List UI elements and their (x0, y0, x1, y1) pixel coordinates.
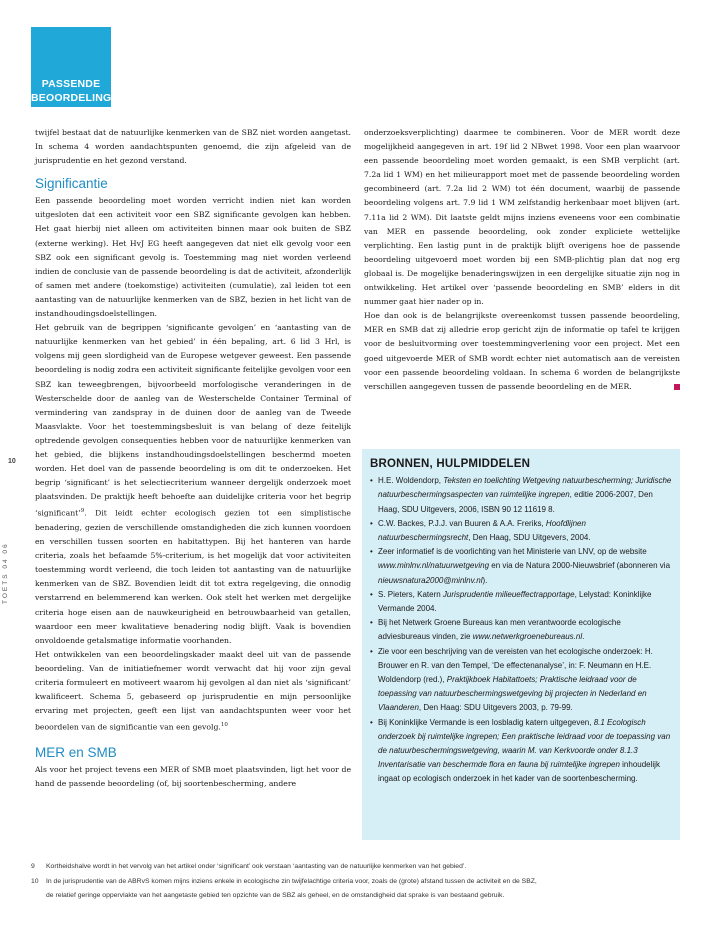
journal-side-label: TOETS 04 06 (2, 542, 9, 604)
source-title: Teksten en toelichting Wetgeving natuurbescherming; Juridische natuurbeschermingsaspecten van ruimtelijke ingrepen (378, 476, 672, 500)
source-item (370, 616, 672, 644)
left-column (35, 126, 351, 791)
footnote-ref-10[interactable]: 10 (220, 722, 228, 729)
source-title: Hoofdlijnen natuurbeschermingsrecht (378, 518, 586, 543)
source-item (370, 474, 672, 517)
paragraph-mer-1: Als voor het project tevens een MER of SMB moet plaatsvinden, ligt het voor de hand de passende beoordeling (of, bij soortenbescherming, andere (35, 764, 351, 789)
source-text: Bij het Netwerk Groene Bureaus kan men verantwoorde ecologische adviesbureaus vinden, zie (378, 618, 621, 642)
source-text: ). (482, 575, 488, 585)
source-text: , Lelystad: Koninklijke Vermande 2004. (378, 589, 652, 614)
paragraph-text-rest: . Dit leidt echter ecologisch gezien tot een simplistische benadering, gezien de verschillende omstandigheden die zich kunnen voordoen en verschillen tussen soorten en habitattypen. Bij het hanteren van harde criteria, zoals het befaamde 5%-criterium, is het mogelijk dat voor activiteiten toestemming wordt verleend, die toch leiden tot aantasting van de natuurlijke kenmerken van de SBZ. Bovendien leidt dit tot extra regelgeving, die onnodig verstarrend en belemmerend kan werken. Ook stelt het werken met dergelijke criteria hoge eisen aan de nauwkeurigheid en betrouwbaarheid van getallen, waardoor een meer kwalitatieve benadering nodig blijft. Vaak is bovendien onvoldoende getalsmatige informatie voorhanden. (35, 508, 351, 645)
source-text: S. Pieters, Katern (378, 589, 443, 599)
source-text: , Den Haag, SDU Uitgevers, 2004. (468, 533, 591, 543)
source-text: , Den Haag: SDU Uitgevers 2003, p. 79-99. (418, 703, 573, 713)
paragraph-significantie-2 (35, 321, 351, 648)
section-tab-line-1: PASSENDE (41, 78, 101, 90)
footnote-10 (31, 875, 681, 890)
source-text: Zeer informatief is de voorlichting van het Ministerie van LNV, op de website (378, 547, 647, 557)
sources-box (362, 449, 680, 840)
source-text: Zie voor een beschrijving van de vereisten van het ecologische onderzoek: H. Brouwer en R. van den Tempel, ‘De effectenanalyse’, in: F. Neumann en H.E. Woldendorp (red.), (378, 646, 653, 685)
footnote-9 (31, 860, 681, 875)
right-column (364, 126, 680, 394)
heading-significantie: Significantie (35, 176, 108, 192)
source-link[interactable]: www.netwerkgroenebureaus.nl (472, 632, 583, 642)
sources-box-title: BRONNEN, HULPMIDDELEN (370, 458, 531, 470)
paragraph-text: Het gebruik van de begrippen ‘significante gevolgen’ en ‘aantasting van de natuurlijke kenmerken van het gebied’ in één bepaling, art. 6 lid 3 Hrl, is volgens mij geen slordigheid van de Europese wetgever geweest. Een passende beoordeling is nodig zodra een activiteit significante feitelijke gevolgen voor een SBZ kan teweegbrengen, bijvoorbeeld morfologische veranderingen in de Westerschelde door de aanleg van de Westerschelde Container Terminal of vermindering van zandspray in de duinen door de aanleg van de Tweede Maasvlakte. Voor het toestemmingsbesluit is van belang of deze feitelijk optredende gevolgen consequenties hebben voor de natuurlijke kenmerken van het gebied, die blijkens instandhoudingsdoelstellingen beschermd moeten worden. Het doel van de passende beoordeling is om dit te onderzoeken. Het begrip ‘significant’ is het selectiecriterium wanneer dergelijk onderzoek moet plaatsvinden. De praktijk heeft behoefte aan duidelijke criteria voor het begrip ‘significant’ (35, 323, 351, 518)
source-email-link[interactable]: nieuwsnatura2000@minlnv.nl (378, 575, 483, 585)
paragraph-significantie-3 (35, 648, 351, 735)
source-text: en via de Natura 2000-Nieuwsbrief (abonneren via (489, 561, 671, 571)
source-item (370, 545, 672, 588)
footnotes (31, 860, 681, 904)
end-of-article-mark (674, 384, 680, 390)
page-number: 10 (8, 458, 16, 465)
source-text: Bij Koninklijke Vermande is een losbladig katern uitgegeven, (378, 717, 594, 727)
sources-list (370, 474, 672, 786)
paragraph-text: Hoe dan ook is de belangrijkste overeenkomst tussen passende beoordeling, MER en SMB dat zij alledrie erop gericht zijn de informatie op tafel te krijgen voor de besluitvorming over toestemmingverlening voor een project. Met een goed uitgevoerde MER of SMB wordt echter niet automatisch aan de vereisten voor een passende beoordeling voldaan. In schema 6 worden de belangrijkste verschillen aangegeven tussen de passende beoordeling en de MER. (364, 311, 680, 391)
section-tab (31, 27, 111, 107)
source-text: inhoudelijk ingaat op ecologisch onderzoek in het kader van de soortenbescherming. (378, 760, 660, 784)
source-text: C.W. Backes, P.J.J. van Buuren & A.A. Freriks, (378, 518, 546, 528)
footnote-text: Kortheidshalve wordt in het vervolg van het artikel onder ‘significant’ ook verstaan ‘aantasting van de natuurlijke kenmerken van het gebied’. (46, 863, 467, 870)
footnote-ref-9[interactable]: 9 (80, 508, 85, 515)
footnote-10-continuation: de relatief geringe oppervlakte van het aangetaste gebied ten opzichte van de SBZ als geheel, en de omstandigheid dat sprake is van bestaand gebruik. (46, 892, 505, 899)
source-text: H.E. Woldendorp, (378, 476, 444, 486)
source-item (370, 716, 672, 787)
paragraph-mer-2: onderzoeksverplichting) daarmee te combineren. Voor de MER wordt deze mogelijkheid aangegeven in art. 19f lid 2 NBwet 1998. Voor een plan waarvoor een passende beoordeling moet worden gemaakt, is een SMB verplicht (art. 7.2a lid 1 WM) en het milieurapport moet met de passende beoordeling worden gecombineerd (art. 7.2a lid 2 WM) tot één document, waarbij de passende beoordeling volgens art. 7.9 lid 1 WM zelfstandig herkenbaar moet blijven (art. 7.11a lid 2 WM). Dit laatste geldt mijns inziens eveneens voor een combinatie van MER en passende beoordeling, ook zonder expliciete wettelijke verplichting. Een lastig punt in de praktijk blijft overigens hoe de passende beoordeling uitgevoerd moet worden bij een SMB-plichtig plan dat nog erg globaal is. De mogelijke benaderingswijzen in een dergelijke situatie zijn nog in ontwikkeling. Het artikel over ‘passende beoordeling en SMB’ elders in dit nummer gaat hier nader op in. (364, 128, 680, 307)
section-tab-line-2: BEOORDELING (31, 92, 112, 104)
source-text: , editie 2006-2007, Den Haag, SDU Uitgevers, 2006, ISBN 90 12 11619 8. (378, 490, 653, 514)
paragraph-mer-3 (364, 309, 680, 394)
source-item (370, 588, 672, 616)
paragraph-significantie-1: Een passende beoordeling moet worden verricht indien niet kan worden uitgesloten dat een activiteit voor een SBZ significante gevolgen kan hebben. Het gaat hierbij niet alleen om activiteiten binnen maar ook buiten de SBZ (externe werking). Het HvJ EG heeft aangegeven dat niet elk gevolg voor een SBZ ook een significant gevolg is. Toestemming mag niet worden verleend indien de conclusie van de passende beoordeling is dat de activiteit, afzonderlijk of samen met andere (toekomstige) activiteiten (cumulatie), zal leiden tot een aantasting van de natuurlijke kenmerken van de SBZ, bezien in het licht van de instandhoudingsdoelstellingen. (35, 196, 351, 319)
source-link[interactable]: www.minlnv.nl/natuurwetgeving (378, 561, 490, 571)
heading-mer-en-smb: MER en SMB (35, 744, 117, 760)
footnote-text: In de jurisprudentie van de ABRvS komen mijns inziens enkele in ecologische zin twijfelachtige criteria voor, zoals de (grote) afstand tussen de activiteit en de SBZ, (46, 877, 537, 885)
source-item (370, 517, 672, 545)
source-text: . (582, 632, 585, 642)
intro-paragraph: twijfel bestaat dat de natuurlijke kenmerken van de SBZ niet worden aangetast. In schema 4 worden aandachtspunten genoemd, die zijn afgeleid van de jurisprudentie en het gezond verstand. (35, 128, 351, 166)
paragraph-text: Het ontwikkelen van een beoordelingskader maakt deel uit van de passende beoordeling. Van de initiatiefnemer wordt verwacht dat hij voor zijn geval criteria formuleert en motiveert waarom hij gevolgen al dan niet als ‘significant’ kwalificeert. Schema 5, gebaseerd op jurisprudentie en mijn persoonlijke ervaring met projecten, geeft een lijst van aandachtspunten weer voor het beoordelen van de significantie van een gevolg. (35, 649, 351, 732)
source-title: Jurisprudentie milieueffectrapportage (442, 589, 575, 599)
source-title: 8.1 Ecologisch onderzoek bij ruimtelijke ingrepen; Een praktische leidraad voor de toepassing van de natuurbeschermingswetgeving, waarin M. van Kerkvoorde onder 8.1.3 Inventarisatie van beschermde flora en fauna bij ruimtelijke ingrepen (378, 717, 671, 770)
footnote-number: 10 (31, 877, 39, 885)
source-item (370, 645, 672, 716)
source-title: Praktijkboek Habitattoets; Praktische leidraad voor de toepassing van natuurbeschermingswetgeving bij projecten in Nederland en Vlaanderen (378, 675, 647, 713)
footnote-number: 9 (31, 863, 35, 870)
